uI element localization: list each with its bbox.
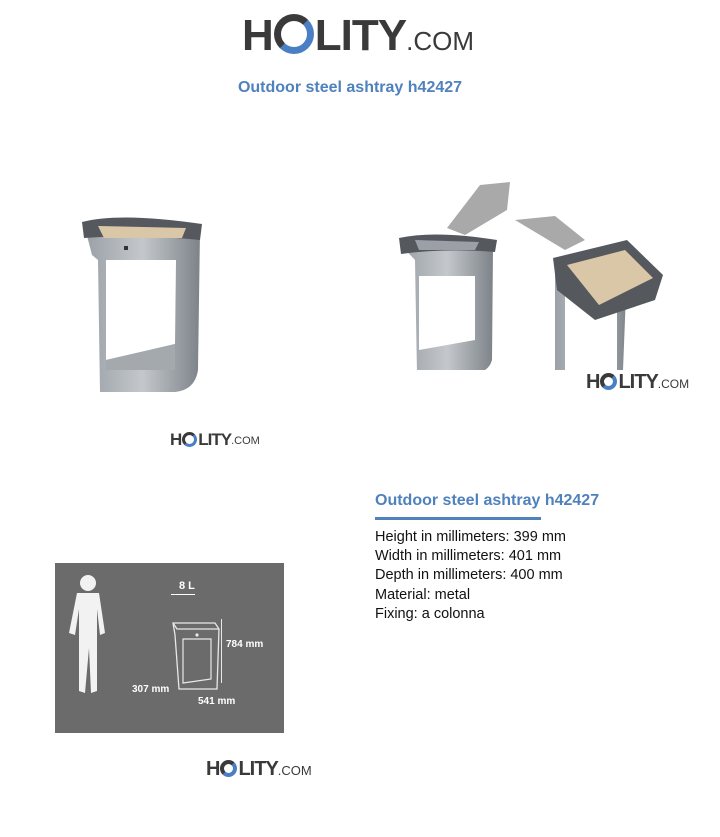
width-label: 541 mm: [198, 696, 236, 707]
logo-o-icon: [600, 373, 617, 390]
page-title: Outdoor steel ashtray h42427: [237, 79, 463, 96]
logo-watermark-2: H LITY .COM: [586, 371, 690, 393]
logo-suffix: .COM: [406, 26, 474, 56]
spec-width: Width in millimeters: 401 mm: [375, 548, 562, 565]
header-logo[interactable]: [242, 11, 474, 60]
height-dimension-line: [221, 619, 222, 683]
ashtray-outline-icon: [167, 615, 227, 700]
product-image-front[interactable]: [80, 210, 210, 400]
dimensions-diagram[interactable]: [55, 563, 284, 733]
height-label: 784 mm: [226, 639, 264, 650]
depth-label: 307 mm: [132, 684, 170, 695]
logo-letters: LITY: [314, 11, 407, 60]
logo-o-icon: [274, 14, 314, 54]
product-image-usage[interactable]: [395, 180, 670, 370]
capacity-underline: [171, 594, 195, 595]
logo-watermark-3: H LITY .COM: [206, 758, 312, 780]
logo-letter-h: H: [242, 11, 273, 60]
spec-depth: Depth in millimeters: 400 mm: [375, 567, 563, 584]
product-heading: Outdoor steel ashtray h42427: [375, 492, 600, 509]
logo-o-icon: [220, 760, 237, 777]
spec-list: [375, 528, 566, 624]
capacity-label: 8 L: [179, 580, 195, 592]
spec-fixing: Fixing: a colonna: [375, 605, 485, 622]
human-silhouette-icon: [65, 573, 110, 698]
spec-material: Material: metal: [375, 586, 471, 603]
spec-height: Height in millimeters: 399 mm: [375, 529, 566, 545]
logo-o-icon: [182, 432, 197, 447]
heading-underline: [375, 517, 541, 520]
logo-watermark-1: H LITY .COM: [170, 430, 260, 449]
